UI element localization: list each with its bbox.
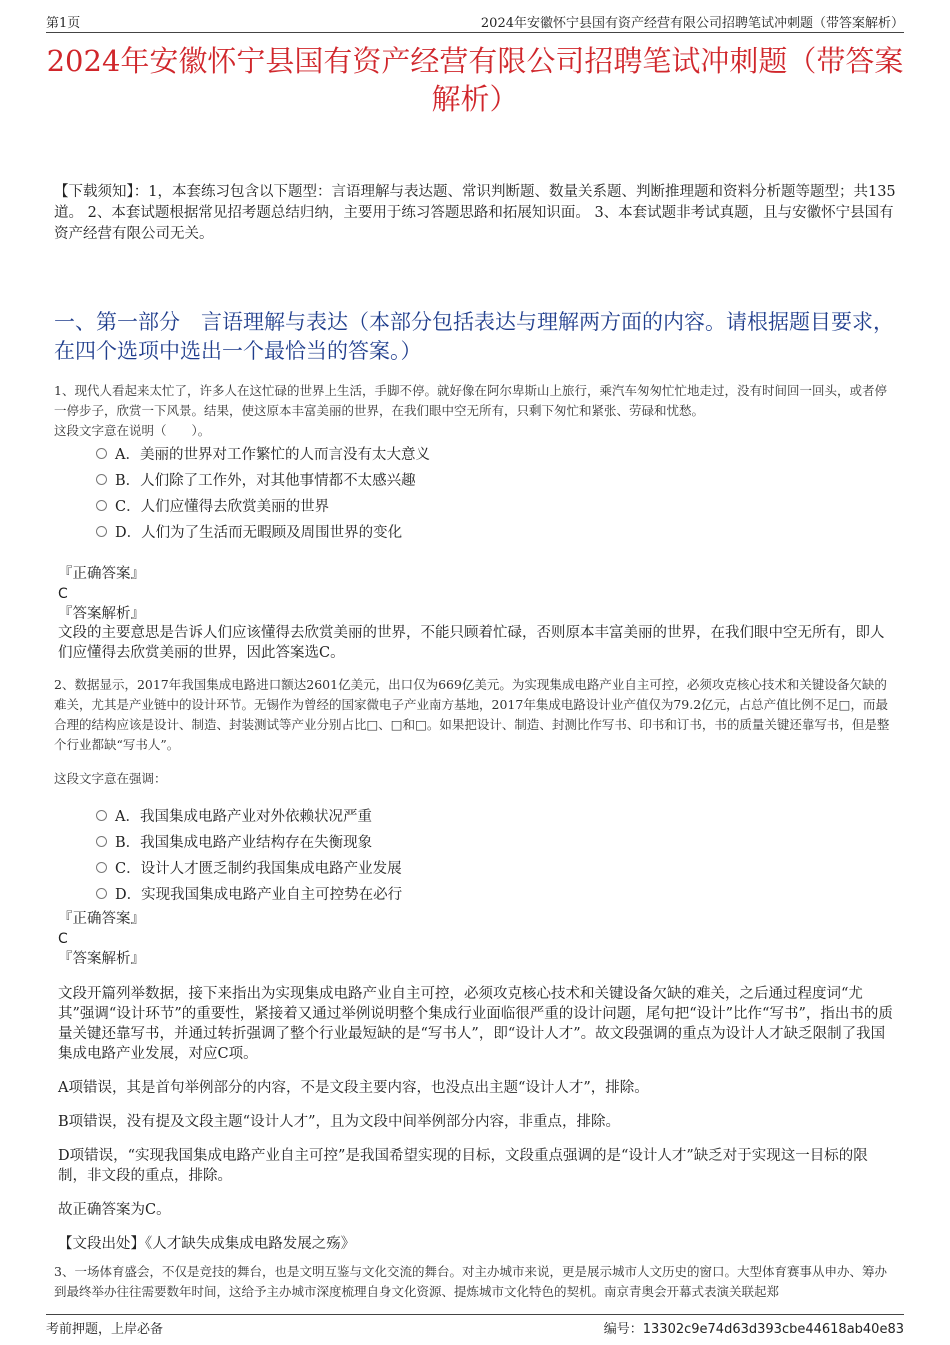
radio-icon[interactable]: [96, 448, 107, 459]
correct-answer-label: 『正确答案』: [58, 566, 145, 582]
analysis-paragraph: A项错误，其是首句举例部分的内容，不是文段主要内容，也没点出主题“设计人才”，排除。: [58, 1080, 649, 1096]
radio-icon[interactable]: [96, 836, 107, 847]
question-2-text: 2、数据显示，2017年我国集成电路进口额达2601亿美元，出口仅为669亿美元。为实现集成电路产业自主可控，必须攻克核心技术和关键设备欠缺的难关，尤其是产业链中的设计环节。无锡作为曾经的国家微电子产业南方基地，2017年集成电路设计业产值仅为79.2亿元，占总产值比例不足□，而最合理的结构应该是设计、制造、封装测试等产业分别占比□、□和□。如果把设计、制造、封测比作写书、印书和订书，书的质量关键还靠写书，但是整个行业都缺“写书人”。: [54, 677, 890, 752]
page-header: [46, 10, 904, 33]
analysis-label: 『答案解析』: [58, 606, 145, 622]
analysis-paragraph: 故正确答案为C。: [58, 1202, 171, 1218]
question-2-answer-block: [54, 909, 896, 969]
question-1-analysis: [58, 623, 894, 677]
header-doc-title: 2024年安徽怀宁县国有资产经营有限公司招聘笔试冲刺题（带答案解析）: [480, 16, 904, 31]
option-a[interactable]: A．美丽的世界对工作繁忙的人而言没有太大意义: [96, 440, 876, 466]
question-1-prompt: 这段文字意在说明（ ）。: [54, 423, 211, 438]
question-2-options: [96, 802, 876, 906]
radio-icon[interactable]: [96, 526, 107, 537]
option-d[interactable]: D．实现我国集成电路产业自主可控势在必行: [96, 880, 876, 906]
question-3-text: 3、一场体育盛会，不仅是竞技的舞台，也是文明互鉴与文化交流的舞台。对主办城市来说，更是展示城市人文历史的窗口。大型体育赛事从申办、筹办到最终举办往往需要数年时间，这给予主办城市深度梳理自身文化资源、提炼城市文化特色的契机。南京青奥会开幕式表演关联起郑: [54, 1264, 887, 1299]
source-citation: 【文段出处】《人才缺失成集成电路发展之殇》: [58, 1236, 356, 1252]
correct-answer-value: C: [58, 586, 68, 602]
section-heading: 一、第一部分 言语理解与表达（本部分包括表达与理解两方面的内容。请根据题目要求，在四个选项中选出一个最恰当的答案。）: [54, 310, 894, 363]
analysis-label: 『答案解析』: [58, 951, 145, 967]
code-label: 编号：: [603, 1322, 643, 1337]
page-title: 2024年安徽怀宁县国有资产经营有限公司招聘笔试冲刺题（带答案解析）: [46, 44, 904, 116]
option-b[interactable]: B．人们除了工作外，对其他事情都不太感兴趣: [96, 466, 876, 492]
question-1-text: 1、现代人看起来太忙了，许多人在这忙碌的世界上生活，手脚不停。就好像在阿尔卑斯山上旅行，乘汽车匆匆忙忙地走过，没有时间回一回头，或者停一停步子，欣赏一下风景。结果，使这原本丰富美丽的世界，在我们眼中空无所有，只剩下匆忙和紧张、劳碌和忧愁。: [54, 383, 887, 418]
analysis-paragraph: D项错误，“实现我国集成电路产业自主可控”是我国希望实现的目标，文段重点强调的是“设计人才”缺乏对于实现这一目标的限制，非文段的重点，排除。: [58, 1148, 868, 1184]
page-number: 第1页: [46, 16, 81, 31]
code-value: 13302c9e74d63d393cbe44618ab40e83: [642, 1322, 904, 1337]
download-notice: 【下载须知】：1，本套练习包含以下题型：言语理解与表达题、常识判断题、数量关系题、判断推理题和资料分析题等题型；共135道。 2、本套试题根据常见招考题总结归纳，主要用于练习答题思路和拓展知识面。 3、本套试题非考试真题，且与安徽怀宁县国有资产经营有限公司无关。: [54, 184, 896, 242]
footer-slogan: 考前押题，上岸必备: [46, 1322, 164, 1337]
option-c[interactable]: C．设计人才匮乏制约我国集成电路产业发展: [96, 854, 876, 880]
correct-answer-label: 『正确答案』: [58, 911, 145, 927]
question-2-prompt: 这段文字意在强调：: [54, 771, 167, 786]
question-1-options: [96, 440, 876, 544]
option-b[interactable]: B．我国集成电路产业结构存在失衡现象: [96, 828, 876, 854]
radio-icon[interactable]: [96, 810, 107, 821]
option-c[interactable]: C．人们应懂得去欣赏美丽的世界: [96, 492, 876, 518]
radio-icon[interactable]: [96, 474, 107, 485]
page-footer: [46, 1314, 904, 1337]
radio-icon[interactable]: [96, 500, 107, 511]
analysis-paragraph: 文段开篇列举数据，接下来指出为实现集成电路产业自主可控，必须攻克核心技术和关键设备欠缺的难关，之后通过程度词“尤其”强调“设计环节”的重要性，紧接着又通过举例说明整个集成行业面临很严重的设计问题，尾句把“设计”比作“写书”，指出书的质量关键还靠写书，并通过转折强调了整个行业最短缺的是“写书人”，即“设计人才”。故文段强调的重点为设计人才缺乏限制了我国集成电路产业发展，对应C项。: [58, 986, 893, 1062]
question-1-answer-block: [54, 564, 896, 624]
option-a[interactable]: A．我国集成电路产业对外依赖状况严重: [96, 802, 876, 828]
analysis-paragraph: B项错误，没有提及文段主题“设计人才”，且为文段中间举例部分内容，非重点，排除。: [58, 1114, 620, 1130]
question-2-analysis: [58, 984, 894, 1268]
radio-icon[interactable]: [96, 888, 107, 899]
document-code: [604, 1318, 904, 1337]
option-d[interactable]: D．人们为了生活而无暇顾及周围世界的变化: [96, 518, 876, 544]
analysis-paragraph: 文段的主要意思是告诉人们应该懂得去欣赏美丽的世界，不能只顾着忙碌，否则原本丰富美丽的世界，在我们眼中空无所有，即人们应懂得去欣赏美丽的世界，因此答案选C。: [58, 625, 885, 661]
radio-icon[interactable]: [96, 862, 107, 873]
correct-answer-value: C: [58, 931, 68, 947]
